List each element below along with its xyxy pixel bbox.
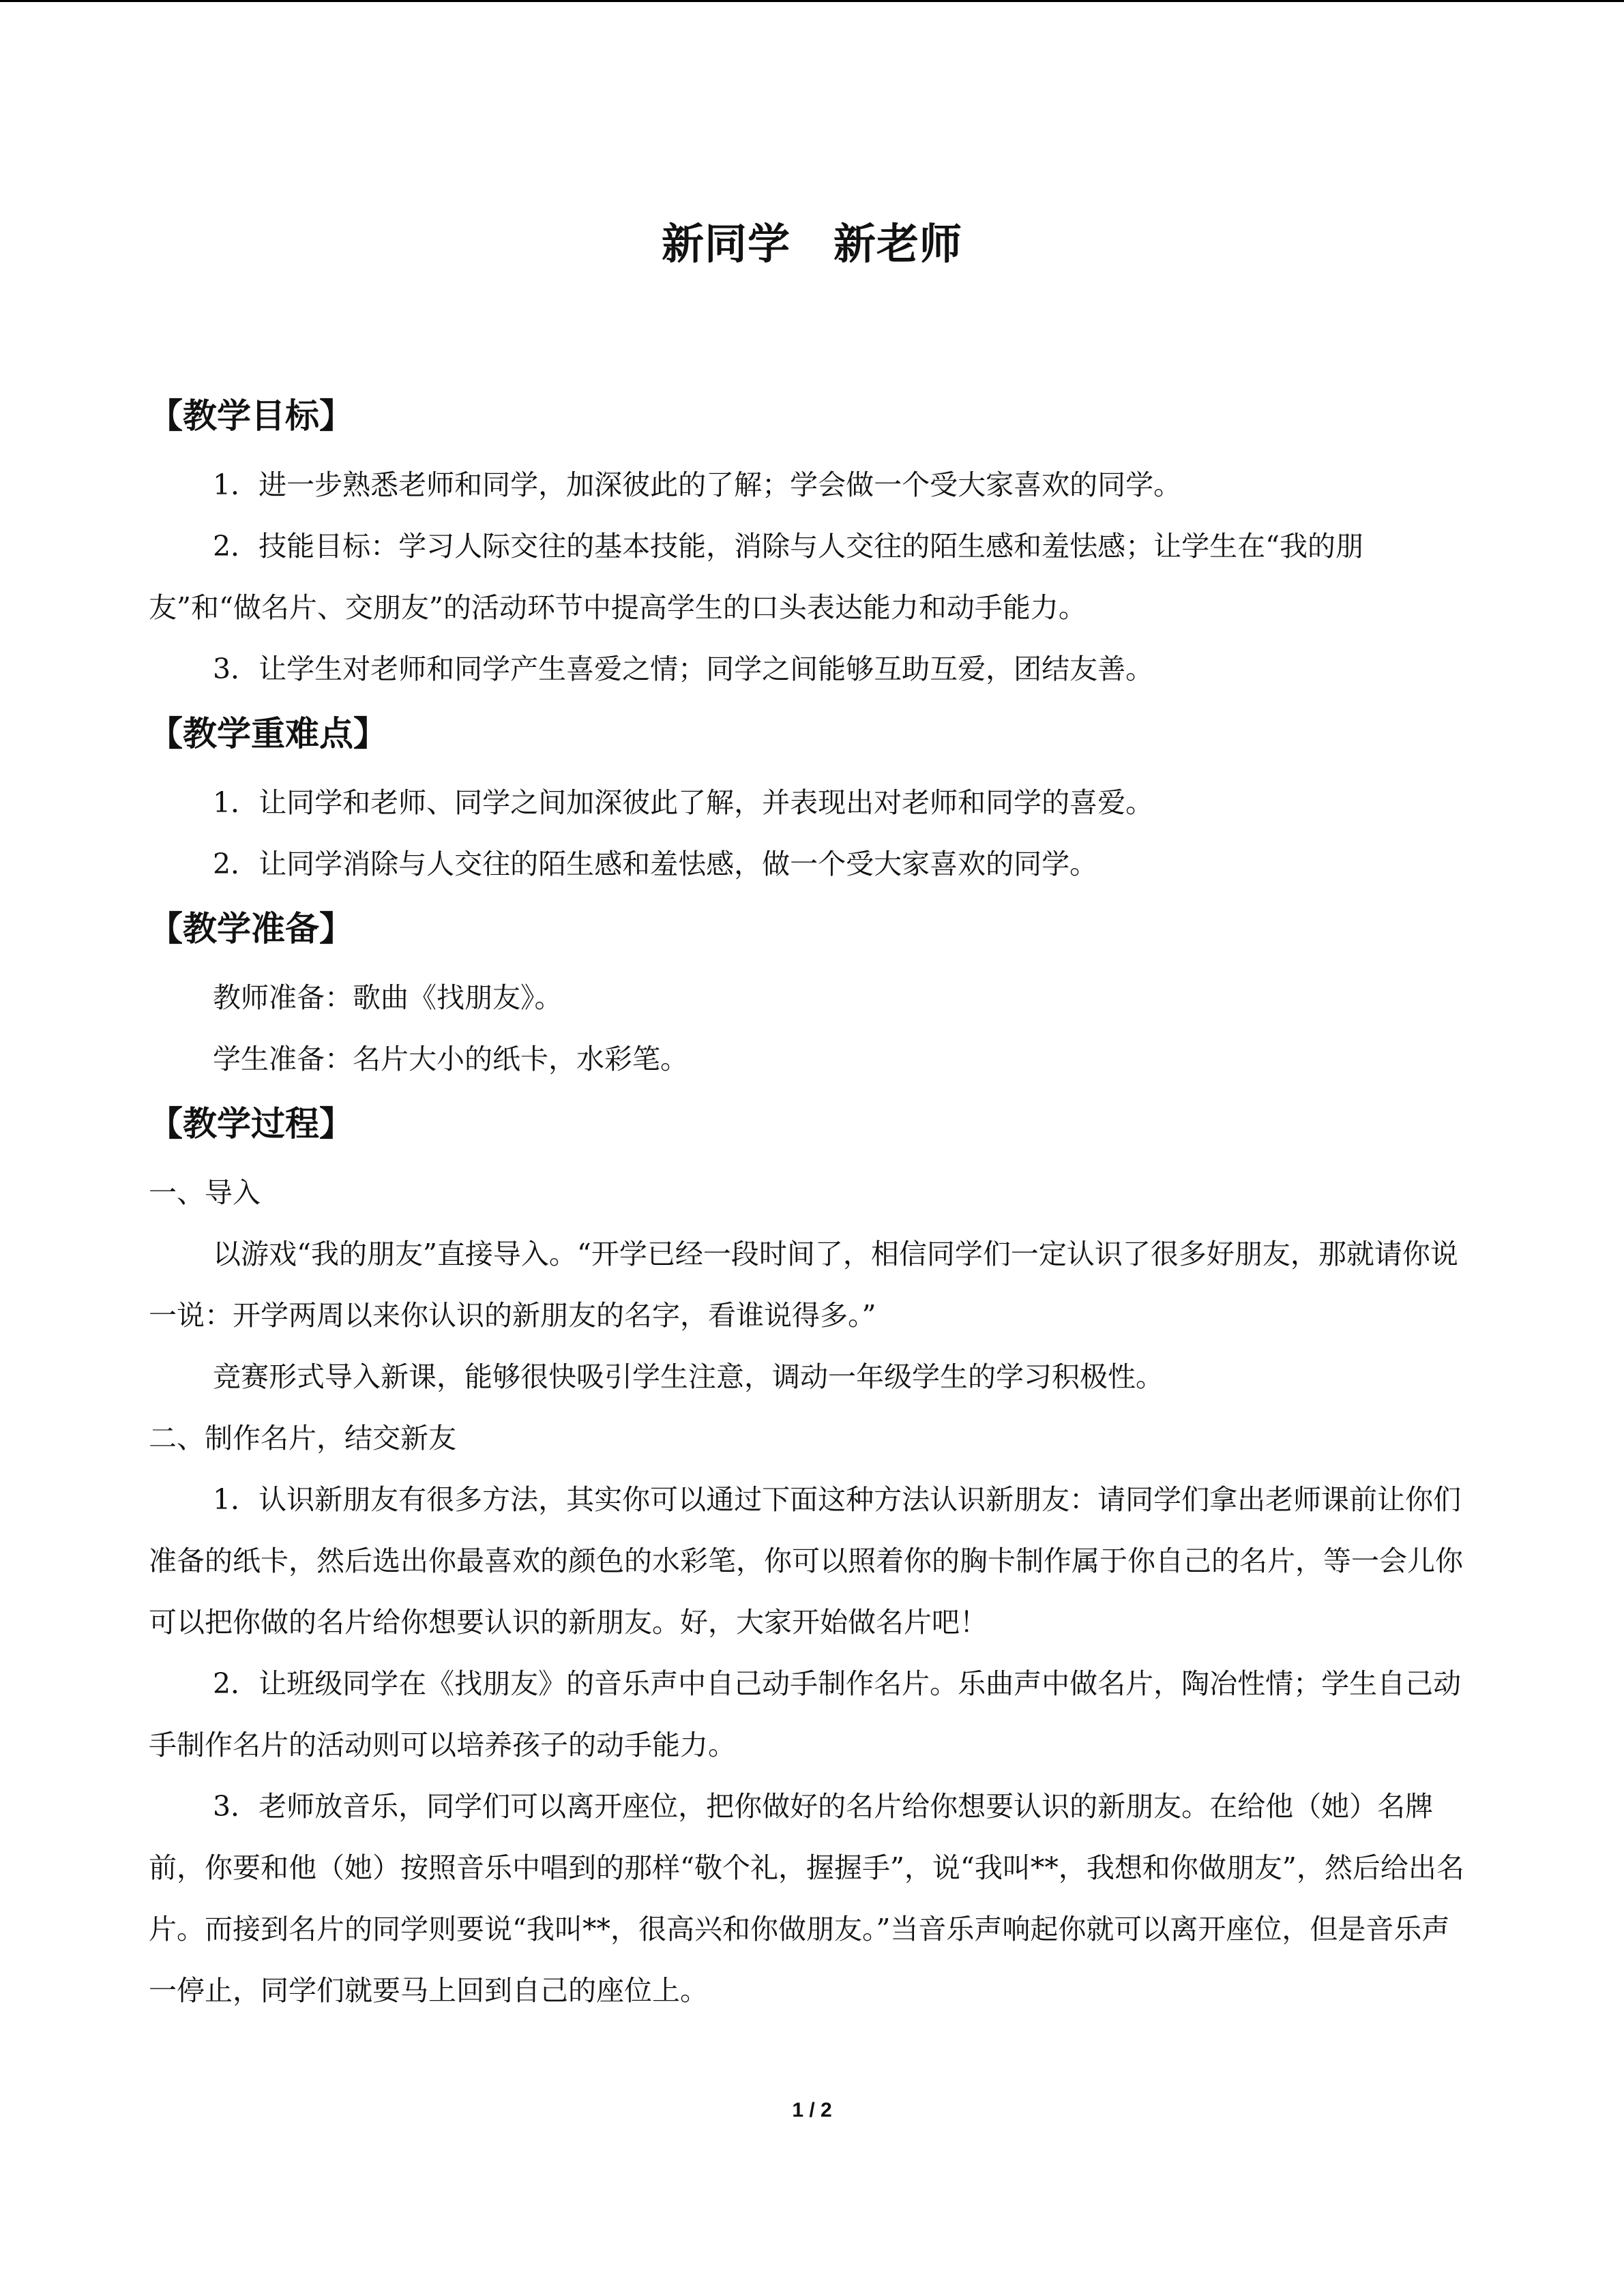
section-heading-preparation: 【教学准备】: [149, 909, 353, 949]
goal-item: 2．技能目标：学习人际交往的基本技能，消除与人交往的陌生感和羞怯感；让学生在“我的朋友”和“做名片、交朋友”的活动环节中提高学生的口头表达能力和动手能力。: [149, 530, 1364, 624]
page-title: 新同学 新老师: [661, 219, 962, 269]
preparation-item: 学生准备：名片大小的纸卡，水彩笔。: [213, 1043, 688, 1075]
section-heading-process: 【教学过程】: [149, 1104, 353, 1144]
top-border: [0, 0, 1624, 2]
process-part-title: 一、导入: [149, 1176, 261, 1209]
page-number: 1 / 2: [792, 2099, 832, 2121]
section-heading-key-points: 【教学重难点】: [149, 714, 387, 754]
process-paragraph: 以游戏“我的朋友”直接导入。“开学已经一段时间了，相信同学们一定认识了很多好朋友，那就请你说一说：开学两周以来你认识的新朋友的名字，看谁说得多。”: [149, 1238, 1458, 1332]
process-paragraph: 竞赛形式导入新课，能够很快吸引学生注意，调动一年级学生的学习积极性。: [213, 1360, 1164, 1393]
process-paragraph: 3．老师放音乐，同学们可以离开座位，把你做好的名片给你想要认识的新朋友。在给他（她）名牌前，你要和他（她）按照音乐中唱到的那样“敬个礼，握握手”，说“我叫**，我想和你做朋友”，然后给出名片。而接到名片的同学则要说“我叫**，很高兴和你做朋友。”当音乐声响起你就可以离开座位，但是音乐声一停止，同学们就要马上回到自己的座位上。: [149, 1790, 1464, 2007]
document-body: [149, 382, 1475, 2021]
goal-item: 1．进一步熟悉老师和同学，加深彼此的了解；学会做一个受大家喜欢的同学。: [213, 468, 1182, 501]
preparation-item: 教师准备：歌曲《找朋友》。: [213, 981, 563, 1014]
section-heading-goals: 【教学目标】: [149, 396, 353, 436]
goal-item: 3．让学生对老师和同学产生喜爱之情；同学之间能够互助互爱，团结友善。: [213, 653, 1154, 685]
key-point-item: 2．让同学消除与人交往的陌生感和羞怯感，做一个受大家喜欢的同学。: [213, 848, 1098, 880]
key-point-item: 1．让同学和老师、同学之间加深彼此了解，并表现出对老师和同学的喜爱。: [213, 786, 1154, 819]
process-part-title: 二、制作名片，结交新友: [149, 1422, 456, 1455]
process-paragraph: 2．让班级同学在《找朋友》的音乐声中自己动手制作名片。乐曲声中做名片，陶冶性情；学生自己动手制作名片的活动则可以培养孩子的动手能力。: [149, 1667, 1462, 1761]
process-paragraph: 1．认识新朋友有很多方法，其实你可以通过下面这种方法认识新朋友：请同学们拿出老师课前让你们准备的纸卡，然后选出你最喜欢的颜色的水彩笔，你可以照着你的胸卡制作属于你自己的名片，等一会儿你可以把你做的名片给你想要认识的新朋友。好，大家开始做名片吧！: [149, 1483, 1463, 1639]
